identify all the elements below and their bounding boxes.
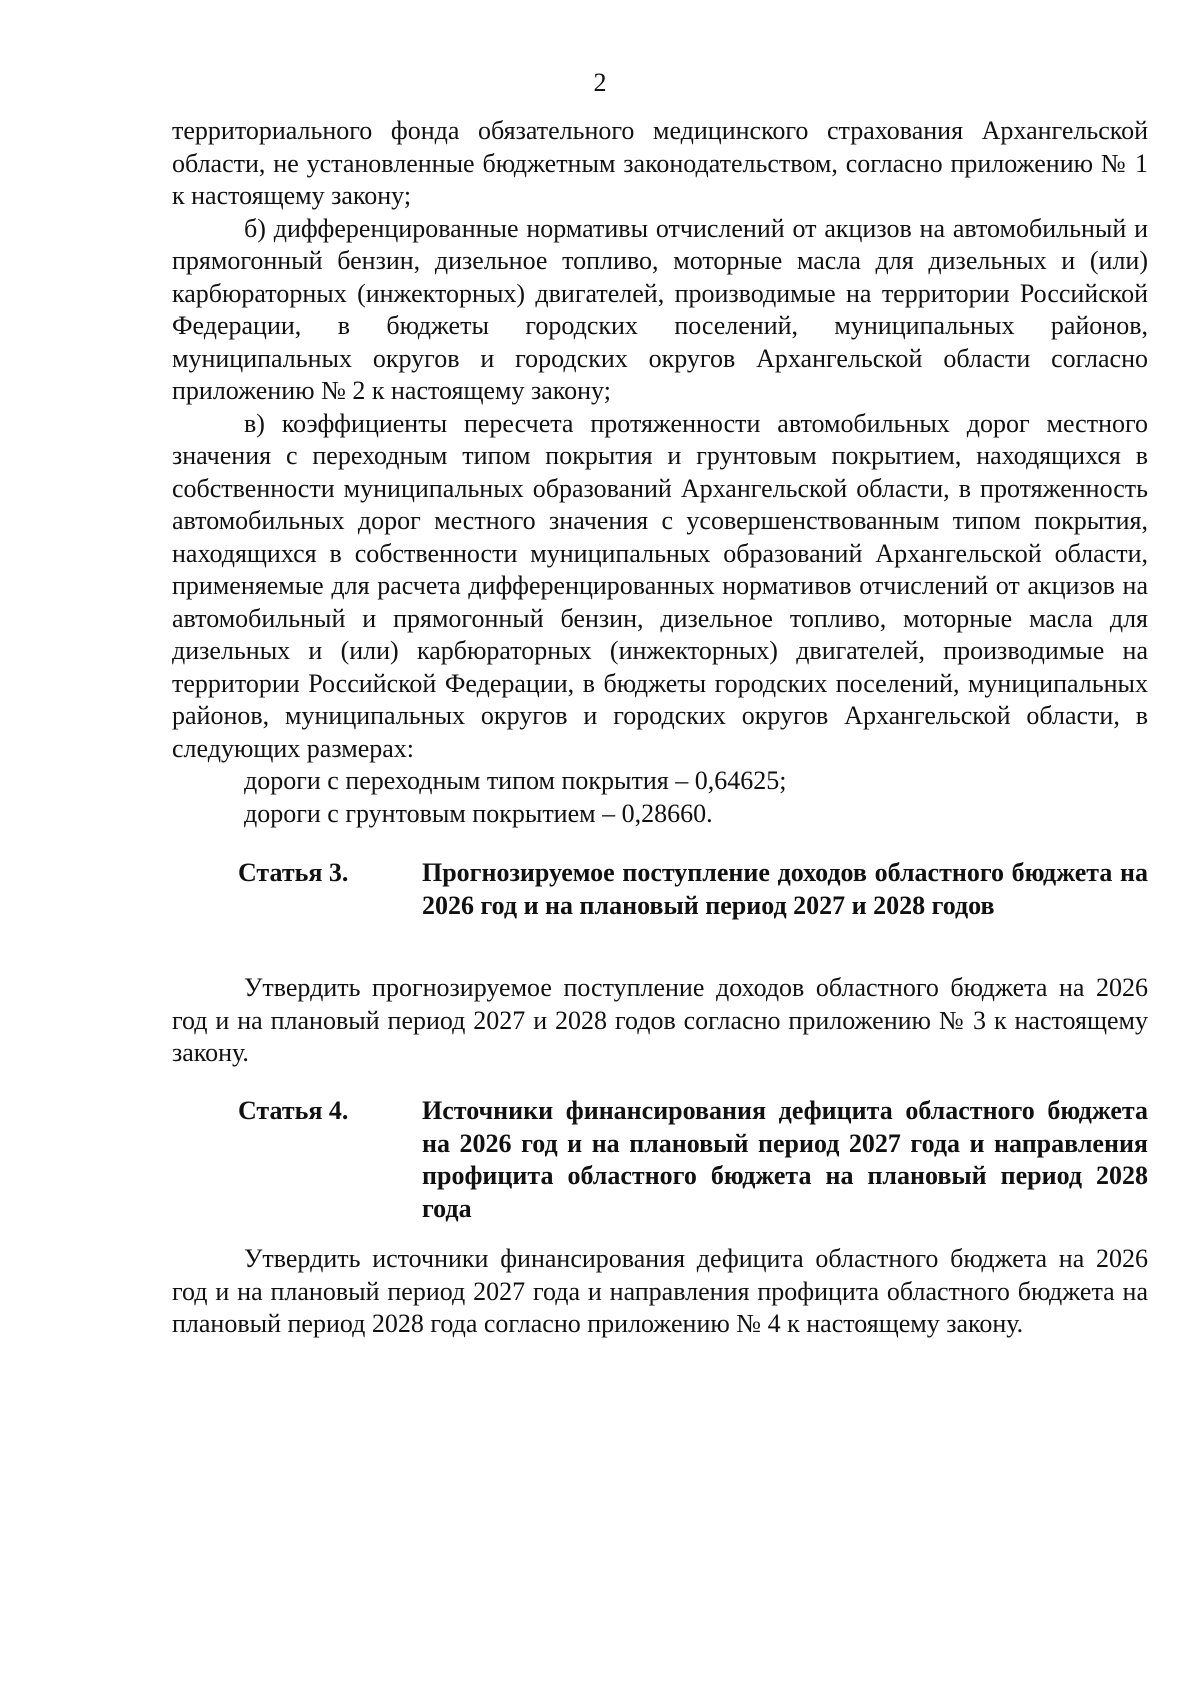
article-3-text: Утвердить прогнозируемое поступление доходов областного бюджета на 2026 год и на плановый период 2027 и 2028 годов согласно приложению № 3 к настоящему закону. [172, 973, 1148, 1067]
article-4-title: Источники финансирования дефицита областного бюджета на 2026 год и на плановый период 2027 года и направления профицита областного бюджета на плановый период 2028 года [422, 1096, 1148, 1223]
coefficient-transitional-roads: дороги с переходным типом покрытия – 0,64625; [244, 766, 787, 795]
page-number: 2 [593, 68, 607, 97]
article-4-body [172, 1243, 1148, 1341]
article-3-title: Прогнозируемое поступление доходов областного бюджета на 2026 год и на плановый период 2027 и 2028 годов [422, 858, 1148, 920]
coefficient-ground-roads: дороги с грунтовым покрытием – 0,28660. [244, 798, 713, 828]
article-4-label: Статья 4. [238, 1096, 349, 1125]
paragraph-continuation: территориального фонда обязательного медицинского страхования Архангельской области, не установленные бюджетным законодательством, согласно приложению № 1 к настоящему закону; [172, 116, 1148, 210]
article-3-label: Статья 3. [238, 858, 349, 887]
article-3-heading [172, 857, 1148, 922]
article-4-text: Утвердить источники финансирования дефицита областного бюджета на 2026 год и на плановый период 2027 года и направления профицита областного бюджета на плановый период 2028 года согласно приложению № 4 к настоящему закону. [172, 1244, 1148, 1338]
paragraph-item-b: б) дифференцированные нормативы отчислений от акцизов на автомобильный и прямогонный бензин, дизельное топливо, моторные масла для дизельных и (или) карбюраторных (инжекторных) двигателей, производимые на территории Российской Федерации, в бюджеты городских поселений, муниципальных районов, муниципальных округов и городских округов Архангельской области согласно приложению № 2 к настоящему закону; [172, 213, 1148, 405]
body-text [172, 115, 1148, 830]
article-3-body [172, 972, 1148, 1070]
article-4-heading [172, 1095, 1148, 1225]
paragraph-item-v: в) коэффициенты пересчета протяженности автомобильных дорог местного значения с переходным типом покрытия и грунтовым покрытием, находящихся в собственности муниципальных образований Архангельской области, в протяженность автомобильных дорог местного значения с усовершенствованным типом покрытия, находящихся в собственности муниципальных образований Архангельской области, применяемые для расчета дифференцированных нормативов отчислений от акцизов на автомобильный и прямогонный бензин, дизельное топливо, моторные масла для дизельных и (или) карбюраторных (инжекторных) двигателей, производимые на территории Российской Федерации, в бюджеты городских поселений, муниципальных районов, муниципальных округов и городских округов Архангельской области, в следующих размерах: [172, 408, 1148, 763]
